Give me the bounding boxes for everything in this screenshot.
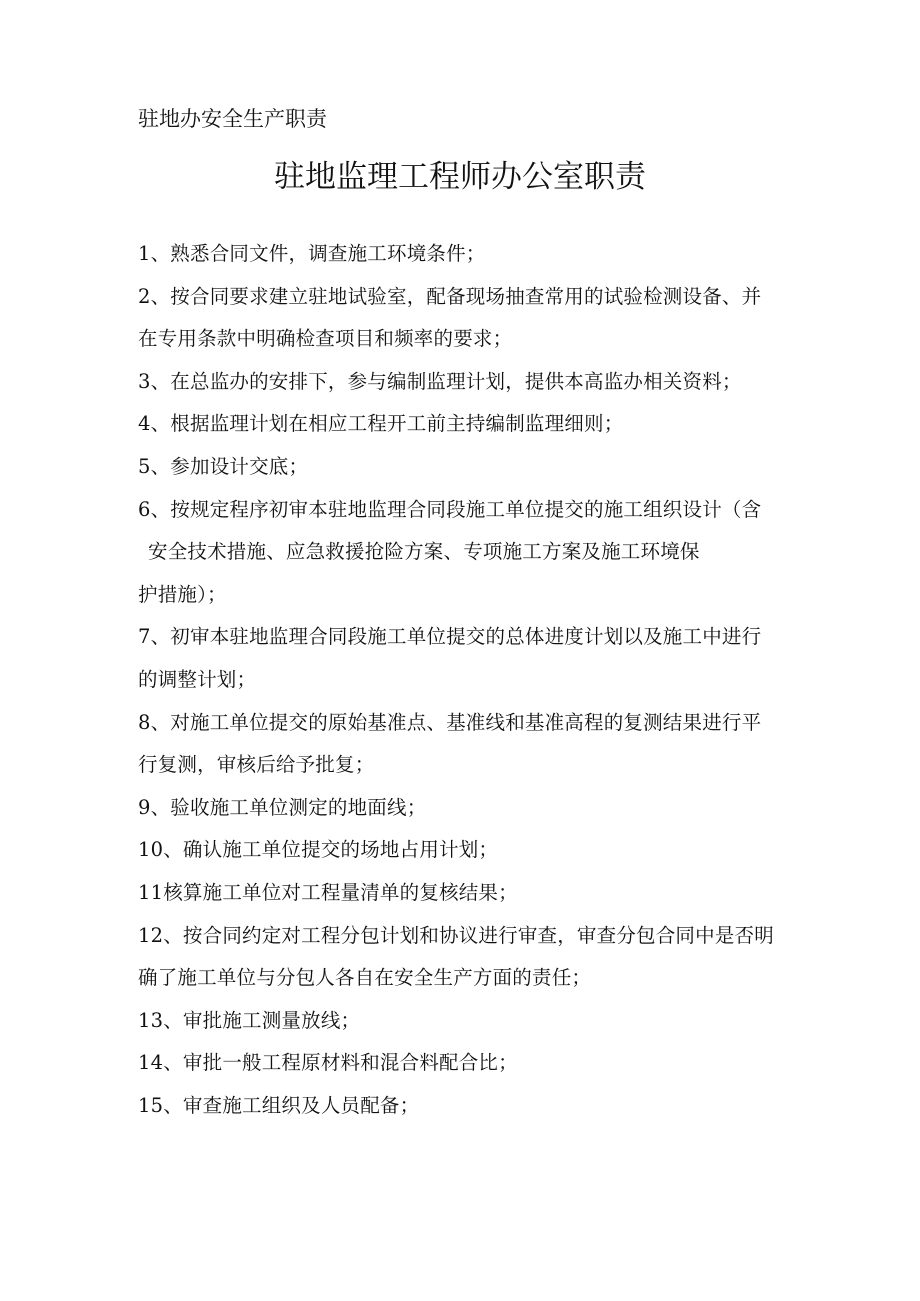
duty-line-1: 1、熟悉合同文件，调查施工环境条件；: [138, 242, 486, 265]
duty-line-6-cont-a: 安全技术措施、应急救援抢险方案、专项施工方案及施工环境保: [148, 540, 700, 564]
duty-list: [138, 233, 798, 1127]
duty-line-2-cont: 在专用条款中明确检查项目和频率的要求；: [138, 327, 513, 351]
duty-line-3: 3、在总监办的安排下，参与编制监理计划，提供本高监办相关资料；: [138, 369, 742, 393]
duty-line-5: 5、参加设计交底；: [138, 454, 309, 478]
duty-line-8: 8、对施工单位提交的原始基准点、基准线和基准高程的复测结果进行平: [138, 710, 762, 734]
document-header: 驻地办安全生产职责: [138, 107, 327, 131]
duty-line-8-cont: 行复测，审核后给予批复；: [138, 753, 375, 777]
duty-line-7: 7、初审本驻地监理合同段施工单位提交的总体进度计划以及施工中进行: [138, 625, 762, 649]
duty-line-6-cont-b: 护措施）；: [138, 582, 227, 606]
duty-line-12-cont: 确了施工单位与分包人各自在安全生产方面的责任；: [138, 966, 592, 990]
duty-line-9: 9、验收施工单位测定的地面线；: [138, 795, 427, 819]
duty-line-13: 13、审批施工测量放线；: [138, 1008, 361, 1032]
duty-line-4: 4、根据监理计划在相应工程开工前主持编制监理细则；: [138, 412, 624, 436]
duty-line-10: 10、确认施工单位提交的场地占用计划；: [138, 838, 499, 862]
duty-line-6: 6、按规定程序初审本驻地监理合同段施工单位提交的施工组织设计（含: [138, 497, 762, 521]
duty-line-14: 14、审批一般工程原材料和混合料配合比；: [138, 1051, 518, 1075]
duty-line-11: 11核算施工单位对工程量清单的复核结果；: [138, 880, 518, 904]
document-title: 驻地监理工程师办公室职责: [274, 159, 646, 195]
duty-line-12: 12、按合同约定对工程分包计划和协议进行审查，审查分包合同中是否明: [138, 923, 774, 947]
duty-line-2: 2、按合同要求建立驻地试验室，配备现场抽查常用的试验检测设备、并: [138, 284, 762, 308]
duty-line-7-cont: 的调整计划；: [138, 667, 257, 691]
duty-line-15: 15、审查施工组织及人员配备；: [138, 1093, 420, 1117]
